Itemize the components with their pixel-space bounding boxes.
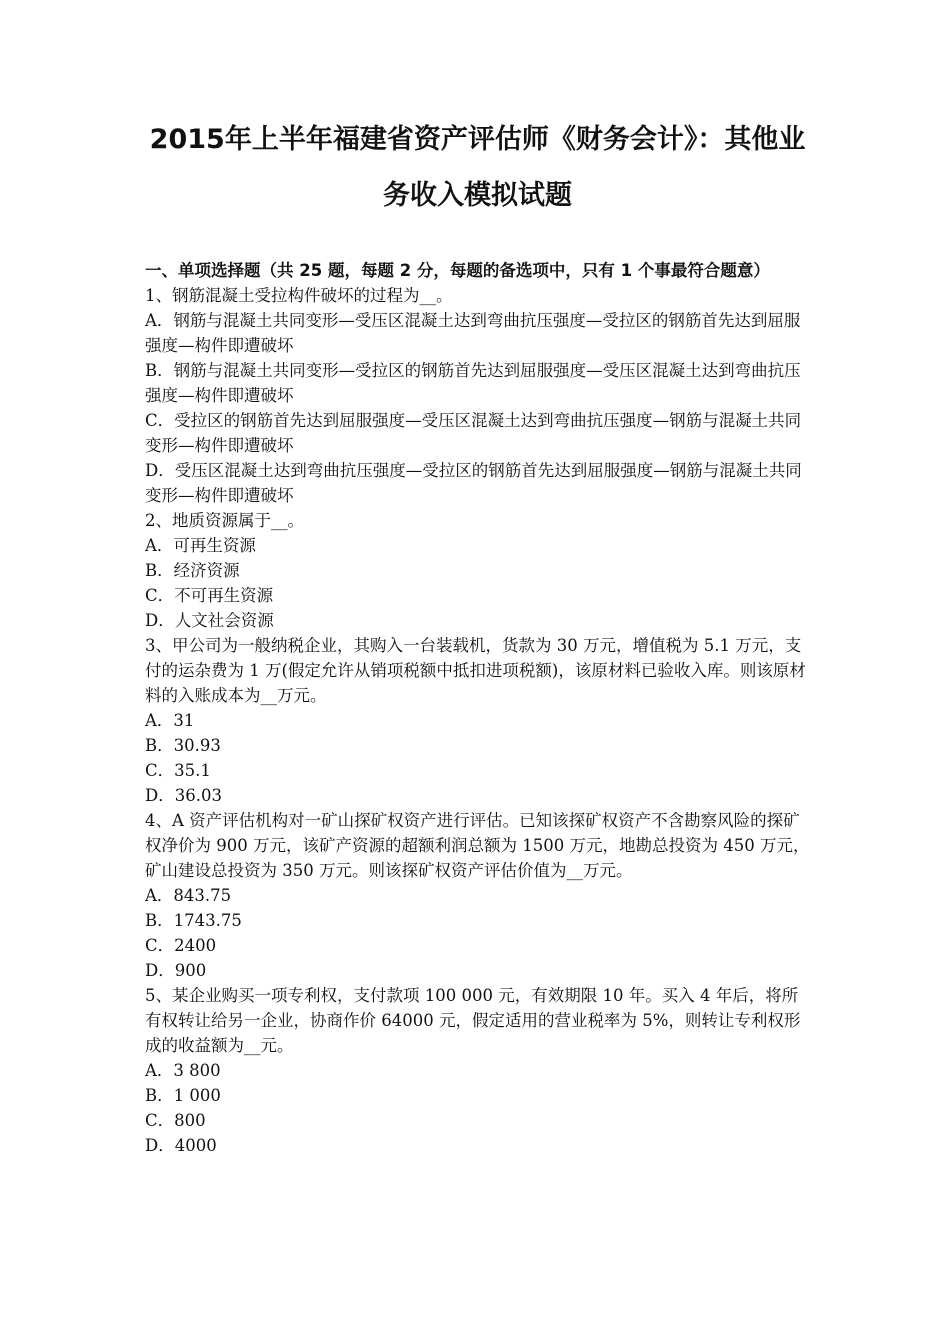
option-a: A．3 800 bbox=[145, 1061, 221, 1080]
option-d: D．4000 bbox=[145, 1136, 217, 1155]
option-c: C．2400 bbox=[145, 936, 217, 955]
option-a: A．可再生资源 bbox=[145, 536, 256, 555]
question-3 bbox=[145, 633, 810, 808]
option-a: A．843.75 bbox=[145, 886, 232, 905]
option-c: C．受拉区的钢筋首先达到屈服强度—受压区混凝土达到弯曲抗压强度—钢筋与混凝土共同变形—构件即遭破坏 bbox=[145, 411, 802, 455]
option-a: A．31 bbox=[145, 711, 195, 730]
option-d: D．受压区混凝土达到弯曲抗压强度—受拉区的钢筋首先达到屈服强度—钢筋与混凝土共同变形—构件即遭破坏 bbox=[145, 461, 802, 505]
option-b: B．30.93 bbox=[145, 736, 221, 755]
option-b: B．钢筋与混凝土共同变形—受拉区的钢筋首先达到屈服强度—受压区混凝土达到弯曲抗压强度—构件即遭破坏 bbox=[145, 361, 801, 405]
question-stem: 5、某企业购买一项专利权，支付款项 100 000 元，有效期限 10 年。买入 4 年后，将所有权转让给另一企业，协商作价 64000 元，假定适用的营业税率为 5%，则转让专利权形成的收益额为__元。 bbox=[145, 986, 801, 1055]
option-c: C．35.1 bbox=[145, 761, 211, 780]
section-header: 一、单项选择题（共 25 题，每题 2 分，每题的备选项中，只有 1 个事最符合题意） bbox=[145, 261, 770, 280]
option-d: D．36.03 bbox=[145, 786, 222, 805]
option-a: A．钢筋与混凝土共同变形—受压区混凝土达到弯曲抗压强度—受拉区的钢筋首先达到屈服强度—构件即遭破坏 bbox=[145, 311, 801, 355]
document-page bbox=[145, 112, 810, 1158]
option-b: B．1743.75 bbox=[145, 911, 242, 930]
question-1 bbox=[145, 283, 810, 508]
option-c: C．不可再生资源 bbox=[145, 586, 274, 605]
question-stem: 2、地质资源属于__。 bbox=[145, 511, 304, 530]
option-d: D．900 bbox=[145, 961, 207, 980]
question-5 bbox=[145, 983, 810, 1158]
option-b: B．1 000 bbox=[145, 1086, 221, 1105]
document-title: 2015年上半年福建省资产评估师《财务会计》：其他业务收入模拟试题 bbox=[149, 124, 806, 211]
option-d: D．人文社会资源 bbox=[145, 611, 274, 630]
question-stem: 3、甲公司为一般纳税企业，其购入一台装载机，货款为 30 万元，增值税为 5.1 万元，支付的运杂费为 1 万(假定允许从销项税额中抵扣进项税额)，该原材料已验收入库。则该原材料的入账成本为__万元。 bbox=[145, 636, 806, 705]
question-stem: 1、钢筋混凝土受拉构件破坏的过程为__。 bbox=[145, 286, 453, 305]
option-c: C．800 bbox=[145, 1111, 206, 1130]
question-2 bbox=[145, 508, 810, 633]
option-b: B．经济资源 bbox=[145, 561, 240, 580]
question-4 bbox=[145, 808, 810, 983]
question-stem: 4、A 资产评估机构对一矿山探矿权资产进行评估。已知该探矿权资产不含勘察风险的探矿权净价为 900 万元，该矿产资源的超额利润总额为 1500 万元，地勘总投资为 450 万元，矿山建设总投资为 350 万元。则该探矿权资产评估价值为__万元。 bbox=[145, 811, 810, 880]
